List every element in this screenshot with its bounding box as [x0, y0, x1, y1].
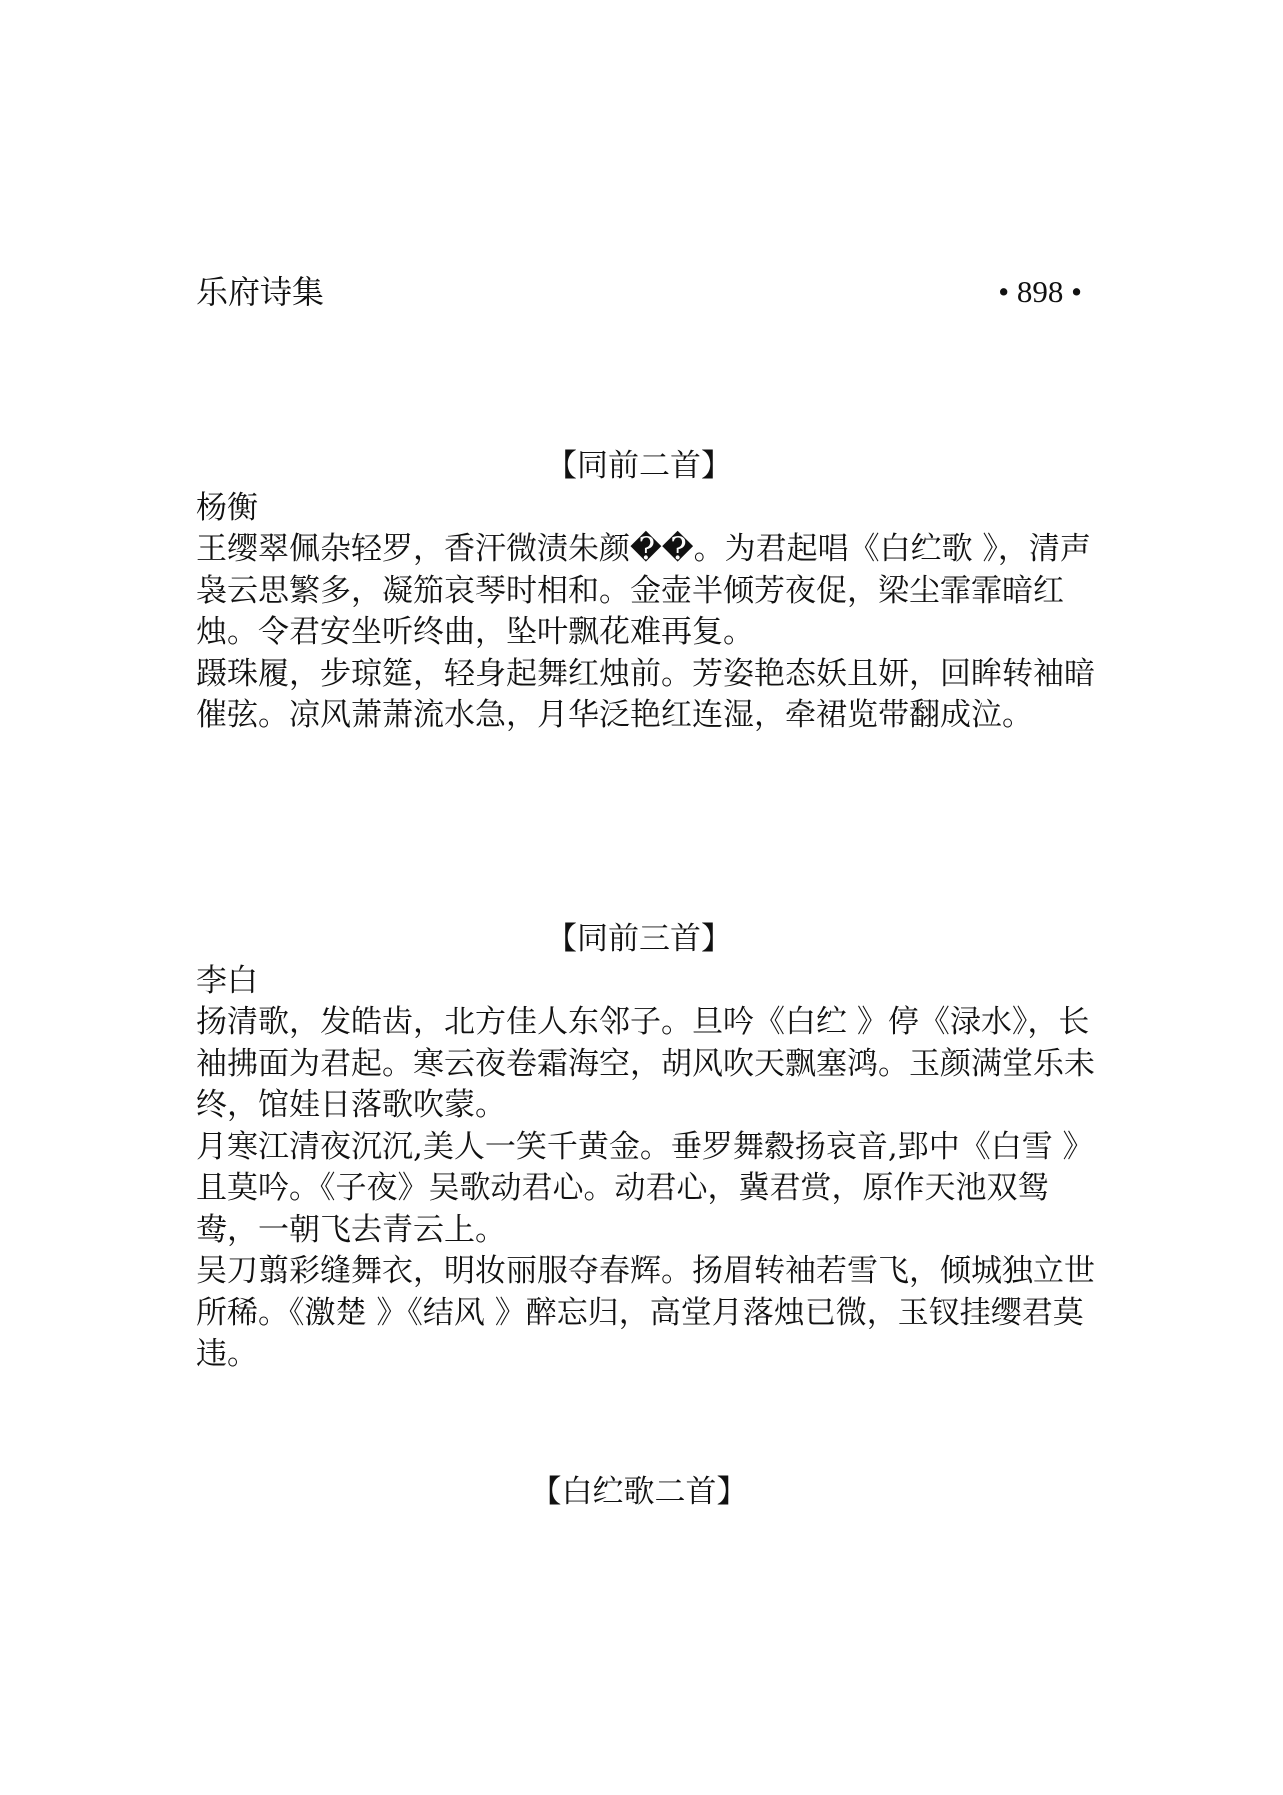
poem-stanza: 月寒江清夜沉沉,美人一笑千黄金。垂罗舞縠扬哀音,郢中《白雪 》且莫吟。《子夜》吴歌动君心。动君心，冀君赏，原作天池双鸳鸯，一朝飞去青云上。: [196, 1128, 1094, 1248]
page-header: [196, 270, 1082, 314]
section-title: 【白纻歌二首】: [530, 1474, 748, 1510]
poem-stanza: 扬清歌，发皓齿，北方佳人东邻子。旦吟《白纻 》停《渌水》，长袖拂面为君起。寒云夜卷霜海空，胡风吹天飘塞鸿。玉颜满堂乐未终，馆娃日落歌吹蒙。: [196, 1004, 1095, 1123]
section-title: 【同前二首】: [546, 448, 732, 484]
poem-stanza: 蹑珠履，步琼筵，轻身起舞红烛前。芳姿艳态妖且妍，回眸转袖暗催弦。凉风萧萧流水急，月华泛艳红连湿，牵裙览带翻成泣。: [196, 655, 1095, 733]
poem-stanza: 王缨翠佩杂轻罗，香汗微渍朱颜��。为君起唱《白纻歌 》，清声袅云思繁多，凝笳哀琴时相和。金壶半倾芳夜促，梁尘霏霏暗红烛。令君安坐听终曲，坠叶飘花难再复。: [196, 531, 1091, 650]
poem-section: [196, 446, 1096, 737]
poem-author: 李白: [196, 962, 258, 999]
poem-stanza: 吴刀翦彩缝舞衣，明妆丽服夺春辉。扬眉转袖若雪飞，倾城独立世所稀。《激楚 》《结风 》醉忘归，高堂月落烛已微，玉钗挂缨君莫违。: [196, 1253, 1095, 1372]
section-title: 【同前三首】: [546, 921, 732, 957]
poem-section: [196, 919, 1096, 1376]
poem-author: 杨衡: [196, 489, 258, 526]
page-number: • 898 •: [998, 274, 1082, 309]
book-title: 乐府诗集: [196, 273, 325, 311]
poem-section: [196, 1472, 1096, 1514]
